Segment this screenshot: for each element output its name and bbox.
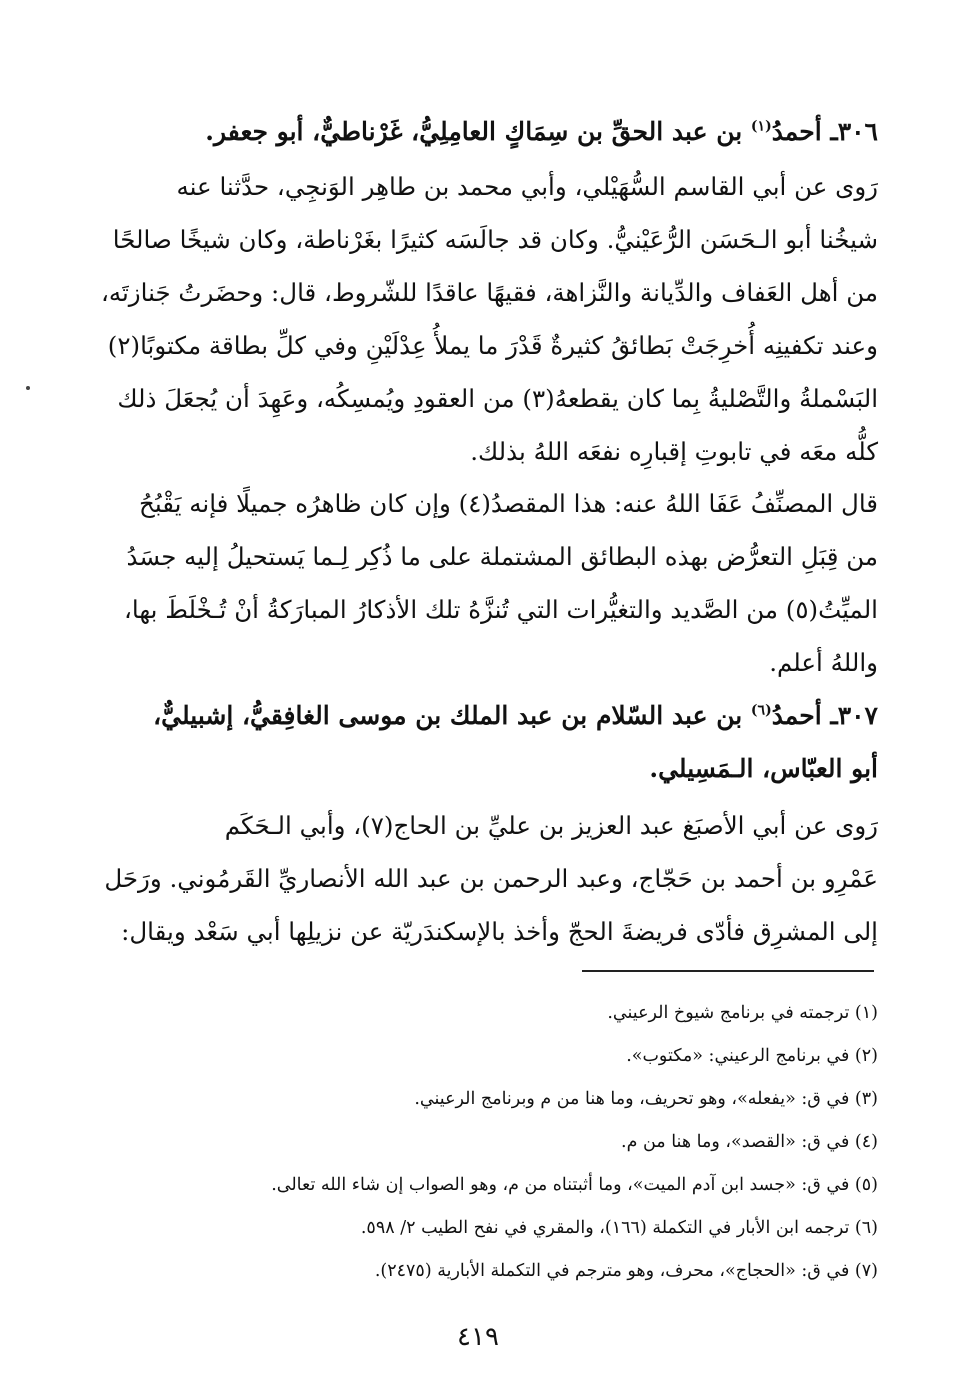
footnote-6: (٦) ترجمه ابن الأبار في التكملة (١٦٦)، والمقري في نفح الطيب ٢/ ٥٩٨.	[360, 1218, 878, 1238]
footnotes	[100, 0, 878, 1310]
entry-306-line-3: من أهل العَفاف والدِّيانة والنَّزاهة، فقيهًا عاقدًا للشّروط، قال: وحضَرتُ جَنازتَه،	[100, 278, 878, 307]
footnote-5: (٥) في ق: «جسد ابن آدم الميت»، وما أثبتناه من م، وهو الصواب إن شاء الله تعالى.	[271, 1175, 878, 1195]
entry-307-line-3: إلى المشرِق فأدّى فريضةَ الحجّ وأخذ بالإسكندَريّة عن نزيلِها أبي سَعْد ويقال:	[121, 917, 878, 946]
entry-306-line-4: وعند تكفينِه أُخرِجَتْ بَطائقُ كثيرةٌ قَدْرَ ما يملأُ عِدْلَيْنِ وفي كلِّ بطاقة مكتوبًا(٢)	[107, 331, 878, 360]
page-number: ٤١٩	[457, 1322, 499, 1352]
entry-307-name: ٣٠٧ـ أحمدُ	[771, 701, 878, 730]
entry-306-line-1: رَوى عن أبي القاسم السُّهَيْلي، وأبي محمد بن طاهِر الوَنجِي، حدَّثنا عنه	[176, 172, 878, 201]
comment-line-1: قال المصنِّفُ عَفَا اللهُ عنه: هذا المقصدُ(٤) وإن كان ظاهرُه جميلًا فإنه يَقْبُحُ	[139, 489, 878, 518]
entry-306-heading-rest: بن عبد الحقِّ بن سِمَاكٍ العامِلِيُّ، غَرْناطيٌّ، أبو جعفر.	[205, 117, 751, 146]
footnote-1: (١) ترجمته في برنامج شيوخ الرعيني.	[607, 1003, 878, 1023]
entry-307-heading-line-2: أبو العبّاس، الـمَسِيلي.	[649, 754, 878, 783]
footnote-2: (٢) في برنامج الرعيني: «مكتوب».	[626, 1046, 878, 1066]
entry-306-name: ٣٠٦ـ أحمدُ	[771, 117, 878, 146]
entry-306-line-6: كلُّه معَه في تابوتِ إقبارِه نفعَه اللهُ بذلك.	[470, 437, 878, 466]
footnote-ref-1: (١)	[750, 118, 772, 135]
entry-307-line-2: عَمْرِو بن أحمد بن حَجّاج، وعبد الرحمن بن عبد الله الأنصاريِّ القَرمُوني. ورَحَل	[104, 864, 878, 893]
scan-speck	[26, 386, 30, 390]
footnote-4: (٤) في ق: «القصد»، وما هنا من م.	[621, 1132, 878, 1152]
entry-306-line-5: البَسْملةُ والتَّصْليةُ بِما كان يقطعهُ(٣) من العقودِ ويُمسِكُه، وعَهِدَ أن يُجعَلَ ذلك	[117, 384, 878, 413]
comment-line-4: واللهُ أعلم.	[769, 648, 878, 677]
entry-306-line-2: شيخُنا أبو الـحَسَن الرُّعَيْنيُّ. وكان قد جالَسَه كثيرًا بغَرْناطة، وكان شيخًا صالحًا	[112, 225, 878, 254]
entry-307-heading-rest: بن عبد السّلام بن عبد الملك بن موسى الغافِقيُّ، إشبيليٌّ،	[153, 701, 751, 730]
footnote-3: (٣) في ق: «يفعله»، وهو تحريف، وما هنا من م وبرنامج الرعيني.	[414, 1089, 878, 1109]
footnote-ref-6: (٦)	[750, 702, 772, 719]
comment-line-3: الميِّتُ(٥) من الصَّديد والتغيُّرات التي تُنزَّهُ تلك الأذكارُ المبارَكةُ أنْ تُـخْلَطَ بها،	[123, 595, 878, 624]
entry-307-line-1: رَوى عن أبي الأصبَغ عبد العزيز بن عليِّ بن الحاج(٧)، وأبي الـحَكَم	[224, 811, 878, 840]
comment-line-2: من قِبَلِ التعرُّض بهذه البطائق المشتملة على ما ذُكِر لِـما يَستحيلُ إليه جسَدُ	[126, 542, 878, 571]
footnote-7: (٧) في ق: «الحجاج»، محرف، وهو مترجم في التكملة الأبارية (٢٤٧٥).	[374, 1261, 878, 1281]
